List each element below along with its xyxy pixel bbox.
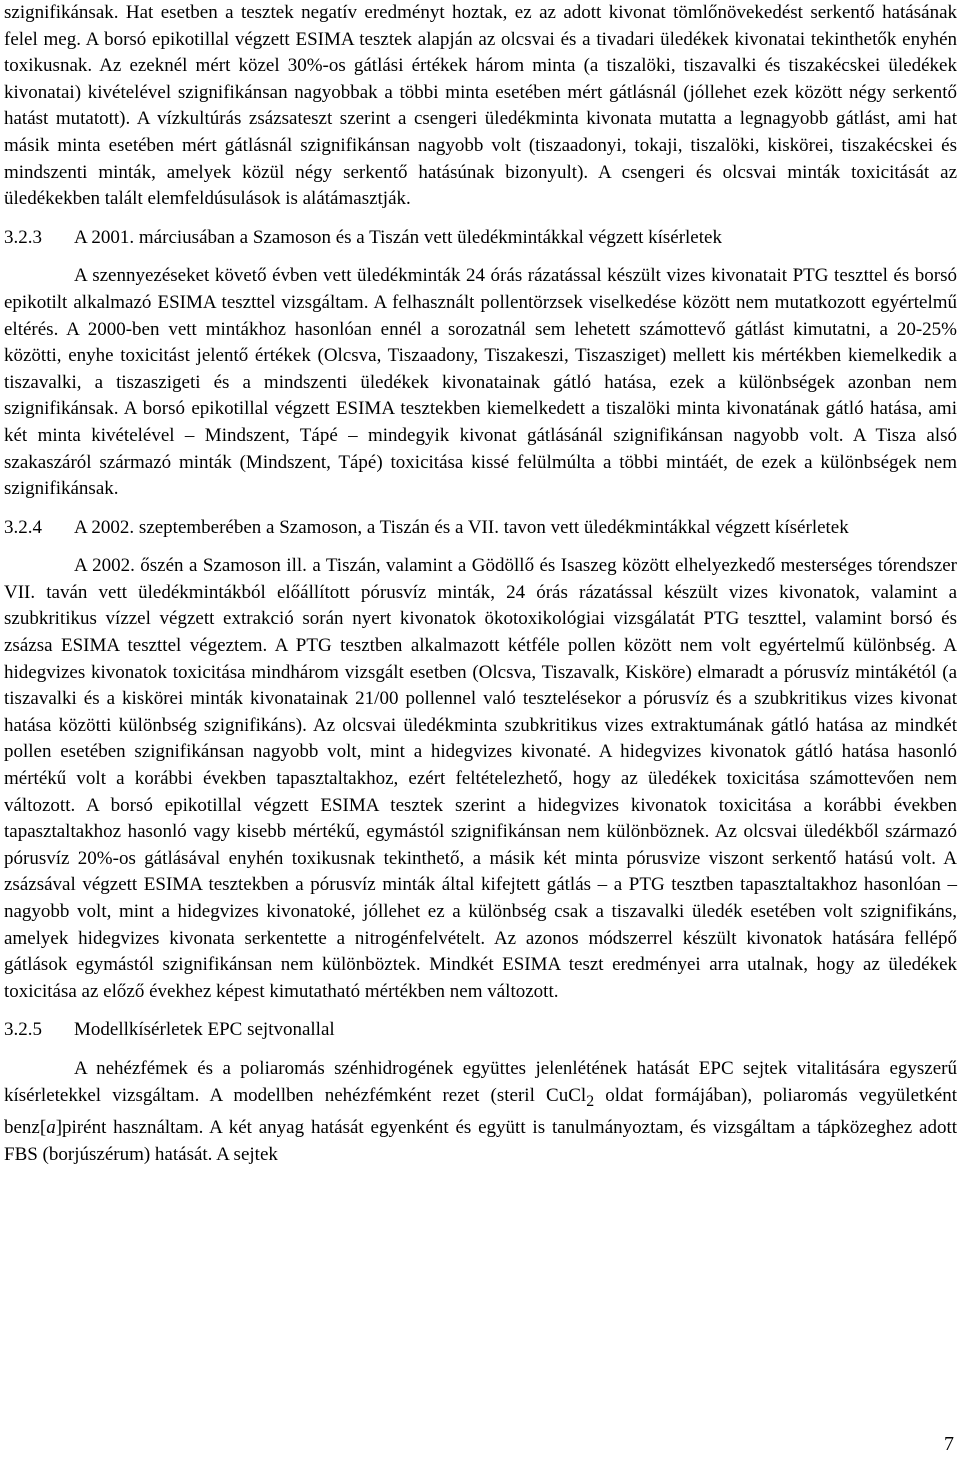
paragraph-3-2-3: A szennyezéseket követő évben vett üledékminták 24 órás rázatással készült vizes kivonatait PTG teszttel és borsó epikotilt alkalmazó ESIMA teszttel vizsgáltam. A felhasznált pollentörzsek viselkedése között nem mutatkozott egyértelmű eltérés. A 2000-ben vett mintákhoz hasonlóan ennél a sorozatnál sem lehetett számottevő gátlást kimutatni, a 20-25% közötti, enyhe toxicitást jelentő értékek (Olcsva, Tiszaadony, Tiszakeszi, Tiszasziget) mellett kis mértékben kiemelkedik a tiszavalki, a tiszaszigeti és a mindszenti üledékek kivonatainak gátló hatása, ezek a különbségek azonban nem szignifikánsak. A borsó epikotillal végzett ESIMA tesztekben kiemelkedett a tiszalöki minta kivonatának gátló hatása, ami két minta kivételével – Mindszent, Tápé – mindegyik kivonat gátlásánál szignifikánsan nagyobb volt. A Tisza alsó szakaszáról származó minták (Mindszent, Tápé) toxicitása kissé felülmúlta a többi mintáét, de ezek a különbségek nem szignifikánsak. [4, 265, 957, 500]
section-number: 3.2.3 [4, 226, 42, 248]
text-run: oldat formájában), poliaromás vegyületként benz[ [4, 1084, 958, 1138]
document-page [4, 0, 957, 1168]
section-number: 3.2.4 [4, 516, 42, 538]
section-heading-3-2-3 [4, 225, 957, 252]
text-run: A nehézfémek és a poliaromás szénhidrogének együttes jelenlétének hatását EPC sejtek vitalitására egyszerű kísérletekkel vizsgáltam. A modellben nehézfémként rezet (steril CuCl [4, 1057, 957, 1106]
paragraph-3-2-4: A 2002. őszén a Szamoson ill. a Tiszán, valamint a Gödöllő és Isaszeg között elhelyezkedő mesterséges tórendszer VII. taván vett üledékmintákból előállított pórusvíz minták, 24 órás rázatással készült vizes kivonatok, valamint a szubkritikus vízzel végzett extrakció során nyert kivonatok ökotoxikológiai vizsgálatát PTG teszttel, valamint borsó és zsázsa ESIMA teszttel végeztem. A PTG tesztben alkalmazott kétféle pollen között nem volt egyértelmű különbség. A hidegvizes kivonatok toxicitása mindhárom vizsgált esetben (Olcsva, Tiszavalk, Kisköre) elmaradt a pórusvíz mintákétól (a tiszavalki és a kiskörei minták kivonatainak 21/00 pollennel való tesztelésekor a pórusvíz és a szubkritikus vizes kivonat hatása közötti különbség szignifikáns). Az olcsvai üledékminta szubkritikus vizes extraktumának gátló hatása az mindkét pollen esetében szignifikánsan nagyobb volt, mint a hidegvizes kivonaté. A hidegvizes kivonatok gátló hatása hasonló mértékű volt a korábbi években tapasztaltakhoz, ezért feltételezhető, hogy az üledékek toxicitása számottevően nem változott. A borsó epikotillal végzett ESIMA tesztek szerint a hidegvizes kivonatok toxicitása a korábbi években tapasztaltakhoz hasonló vagy kisebb mértékű, egymástól szignifikánsan nem különböznek. Az olcsvai üledékből származó pórusvíz 20%-os gátlásával enyhén toxikusnak tekinthető, a másik két minta pórusvize viszont serkentő hatású volt. A zsázsával végzett ESIMA tesztekben a pórusvíz minták által kifejtett gátlás – a PTG tesztben tapasztaltakhoz hasonlóan – nagyobb volt, mint a hidegvizes kivonatoké, jóllehet ez a különbség csak a tiszavalki üledék esetében volt szignifikáns, amelyek hidegvizes kivonata serkentette a nitrogénfelvételt. Az azonos módszerrel készült kivonatok hatására fellépő gátlások egymástól szignifikánsan nem különböztek. Mindkét ESIMA teszt eredményei arra utalnak, hogy az üledékek toxicitása az előző évekhez képest kimutatható mértékben nem változott. [4, 555, 957, 1002]
paragraph-continued: szignifikánsak. Hat esetben a tesztek negatív eredményt hoztak, ez az adott kivonat tömlőnövekedést serkentő hatásának felel meg. A borsó epikotillal végzett ESIMA tesztek alapján az olcsvai és a tivadari üledékek kivonatai tekinthetők enyhén toxikusnak. Az ezeknél mért közel 30%-os gátlási értékek három minta (a tiszalöki, tiszavalki és tiszakécskei üledékek kivonatai) kivételével szignifikánsan nagyobbak a többi minta esetében mért gátlásnál (jóllehet ezek között négy serkentő hatást mutatott). A vízkultúrás zsázsateszt szerint a csengeri üledékminta kivonata mutatta a legnagyobb gátlást, ami hat másik minta esetében mért gátlásnál szignifikánsan nagyobb volt (tiszaadonyi, tokaji, tiszalöki, kiskörei, tiszakécskei és mindszenti minták, amelyek közül négy serkentő hatásúnak bizonyult). A csengeri és olcsvai minták toxicitását az üledékekben talált elemfeldúsulások is alátámasztják. [4, 2, 957, 210]
subscript-2: 2 [586, 1092, 595, 1110]
italic-a: a [46, 1116, 56, 1138]
section-title: A 2002. szeptemberében a Szamoson, a Tiszán és a VII. tavon vett üledékmintákkal végzett kísérletek [74, 516, 849, 538]
section-heading-3-2-4 [4, 515, 957, 542]
text-run: ]pirént használtam. A két anyag hatását egyenként és együtt is tanulmányoztam, és vizsgáltam a tápközeghez adott FBS (borjúszérum) hatását. A sejtek [4, 1116, 957, 1165]
paragraph-3-2-5 [4, 1056, 957, 1168]
section-number: 3.2.5 [4, 1019, 42, 1041]
page-number: 7 [944, 1433, 954, 1455]
section-title: Modellkísérletek EPC sejtvonallal [74, 1019, 335, 1041]
section-heading-3-2-5 [4, 1017, 957, 1044]
section-title: A 2001. márciusában a Szamoson és a Tiszán vett üledékmintákkal végzett kísérletek [74, 226, 722, 248]
